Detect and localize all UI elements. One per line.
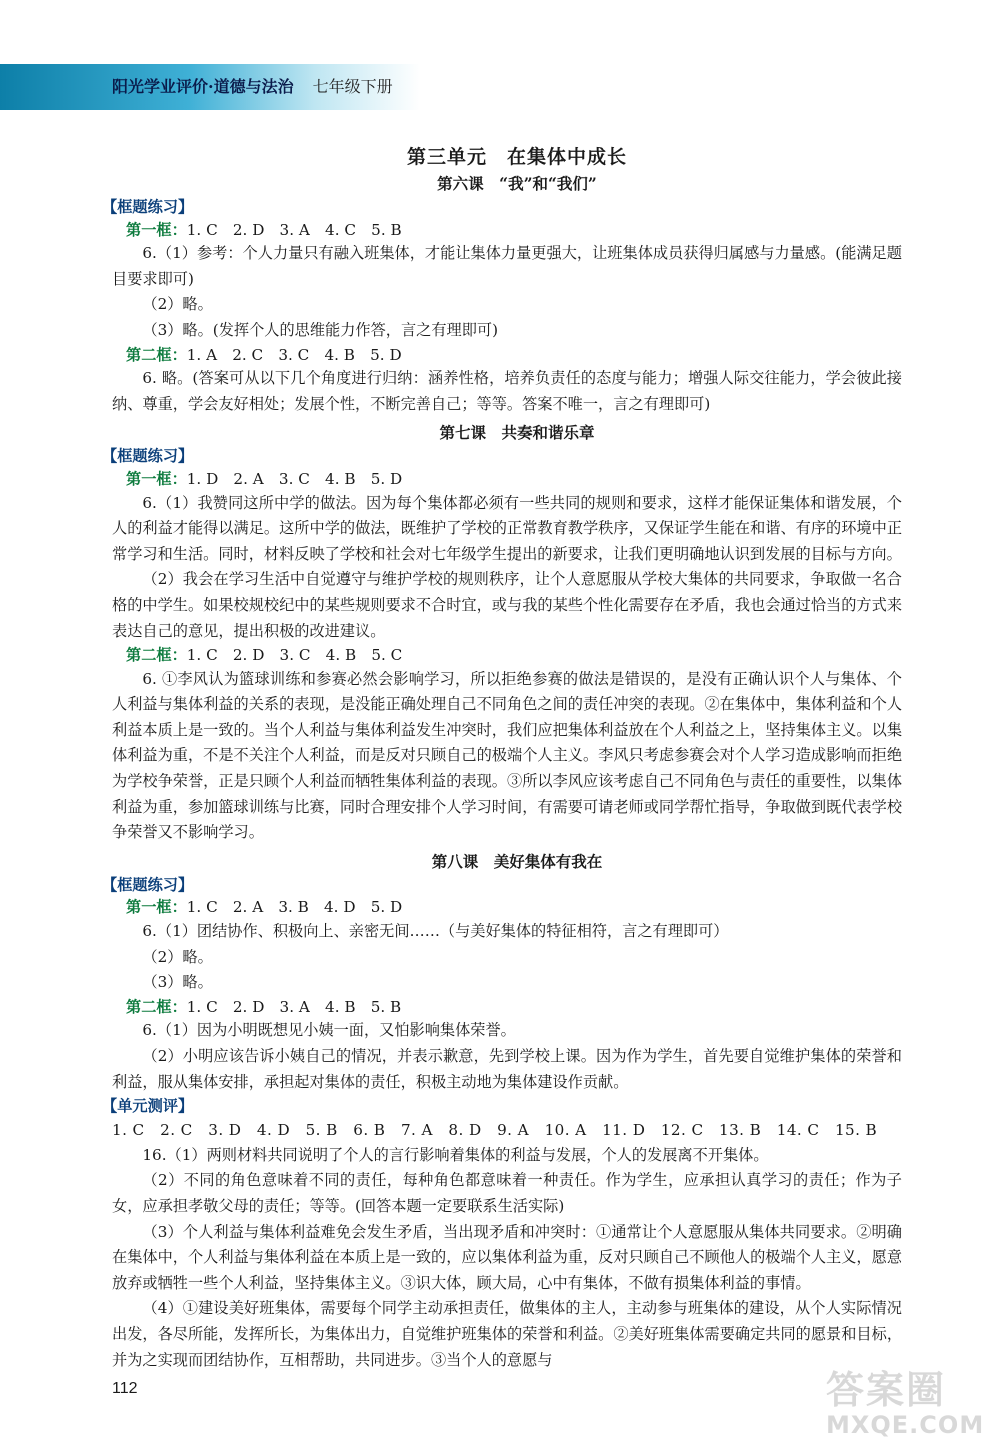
lesson-8-section-label: 【框题练习】: [102, 875, 194, 894]
lesson-6-q6-part-1: 6.（1）参考：个人力量只有融入班集体，才能让集体力量更强大，让班集体成员获得归属感与力量感。(能满足题目要求即可): [112, 244, 902, 288]
lesson-7-title: 第七课 共奏和谐乐章: [439, 423, 595, 443]
lesson-8-frame-2-answers: [112, 996, 902, 1019]
frame-1-label: 第一框：: [126, 469, 187, 488]
lesson-7-frame-2-answers: [112, 644, 902, 667]
running-header: [112, 72, 393, 102]
lesson-8-q6-part-3: （3）略。: [142, 973, 213, 992]
frame-1-label: 第一框：: [126, 220, 187, 239]
lesson-8-frame-1-answers: [112, 896, 902, 919]
lesson-7-q6-part-1: 6.（1）我赞同这所中学的做法。因为每个集体都必须有一些共同的规则和要求，这样才能保证集体和谐发展，个人的利益才能得以满足。这所中学的做法，既维护了学校的正常教育教学秩序，又保证学生能在和谐、有序的环境中正常学习和生活。同时，材料反映了学校和社会对七年级学生提出的新要求，让我们更明确地认识到发展的目标与方向。: [112, 493, 902, 563]
unit-title: 第三单元 在集体中成长: [406, 146, 627, 168]
unit-test-q16-part-2: （2）不同的角色意味着不同的责任，每种角色都意味着一种责任。作为学生，应承担认真学习的责任；作为子女，应承担孝敬父母的责任；等等。(回答本题一定要联系生活实际): [112, 1171, 902, 1215]
frame-1-choices: 1. D 2. A 3. C 4. B 5. D: [186, 469, 403, 488]
unit-test-q16-part-3: （3）个人利益与集体利益难免会发生矛盾，当出现矛盾和冲突时：①通常让个人意愿服从集体共同要求。②明确在集体中，个人利益与集体利益在本质上是一致的，应以集体利益为重，反对只顾自己不顾他人的极端个人主义，愿意放弃或牺牲一些个人利益，坚持集体主义。③识大体，顾大局，心中有集体，不做有损集体利益的事情。: [112, 1222, 902, 1292]
unit-test-section-label: 【单元测评】: [102, 1097, 194, 1116]
lesson-7-section-label: 【框题练习】: [102, 447, 194, 466]
watermark-title: 答案圈: [826, 1368, 947, 1412]
frame-2-label: 第二框：: [126, 997, 187, 1016]
watermark-url: MXQE.COM: [826, 1411, 985, 1439]
lesson-6-q6-part-2: （2）略。: [142, 295, 213, 314]
answer-content: [102, 142, 902, 1373]
frame-2-label: 第二框：: [126, 646, 187, 665]
lesson-6-q6-part-3: （3）略。(发挥个人的思维能力作答，言之有理即可): [142, 320, 499, 339]
frame-2-choices: 1. A 2. C 3. C 4. B 5. D: [186, 345, 402, 364]
grade-label: 七年级下册: [312, 77, 393, 96]
unit-test-choice-answers: 1. C 2. C 3. D 4. D 5. B 6. B 7. A 8. D 9. A 10. A 11. D 12. C 13. B 14. C 15. B: [112, 1120, 878, 1139]
frame-1-choices: 1. C 2. A 3. B 4. D 5. D: [186, 898, 403, 917]
lesson-7-q6-part-2: （2）我会在学习生活中自觉遵守与维护学校的规则秩序，让个人意愿服从学校大集体的共同要求，争取做一名合格的中学生。如果校规校纪中的某些规则要求不合时宜，或与我的某些个性化需要存在矛盾，我也会通过恰当的方式来表达自己的意见，提出积极的改进建议。: [112, 570, 902, 640]
frame-1-label: 第一框：: [126, 898, 187, 917]
frame-2-choices: 1. C 2. D 3. C 4. B 5. C: [186, 646, 403, 665]
unit-test-q16-part-4: （4）①建设美好班集体，需要每个同学主动承担责任，做集体的主人，主动参与班集体的建设，从个人实际情况出发，各尽所能，发挥所长，为集体出力，自觉维护班集体的荣誉和利益。②美好班集体需要确定共同的愿景和目标，并为之实现而团结协作，互相帮助，共同进步。③当个人的意愿与: [112, 1299, 902, 1369]
lesson-7-frame-1-answers: [112, 468, 902, 491]
lesson-6-section-label: 【框题练习】: [102, 198, 194, 216]
watermark: [826, 1368, 996, 1448]
lesson-6-frame-2-answers: [112, 344, 902, 367]
lesson-8-frame-2-q6-part-2: （2）小明应该告诉小姨自己的情况，并表示歉意，先到学校上课。因为作为学生，首先要自觉维护集体的荣誉和利益，服从集体安排，承担起对集体的责任，积极主动地为集体建设作贡献。: [112, 1047, 902, 1091]
lesson-8-title: 第八课 美好集体有我在: [431, 851, 603, 871]
lesson-7-frame-2-q6: 6. ①李风认为篮球训练和参赛必然会影响学习，所以拒绝参赛的做法是错误的，是没有正确认识个人与集体、个人利益与集体利益的关系的表现，是没能正确处理自己不同角色之间的责任冲突的表现。②在集体中，集体利益和个人利益本质上是一致的。当个人利益与集体利益发生冲突时，我们应把集体利益放在个人利益之上，坚持集体主义。以集体利益为重，不是不关注个人利益，而是反对只顾自己的极端个人主义。李风只考虑参赛会对个人学习造成影响而拒绝为学校争荣誉，正是只顾个人利益而牺牲集体利益的表现。③所以李风应该考虑自己不同角色与责任的重要性，以集体利益为重，参加篮球训练与比赛，同时合理安排个人学习时间，有需要可请老师或同学帮忙指导，争取做到既代表学校争荣誉又不影响学习。: [112, 669, 902, 842]
frame-2-label: 第二框：: [126, 345, 187, 364]
unit-test-q16-part-1: 16.（1）两则材料共同说明了个人的言行影响着集体的利益与发展，个人的发展离不开集体。: [142, 1145, 769, 1164]
lesson-6-frame-2-q6: 6. 略。(答案可从以下几个角度进行归纳：涵养性格，培养负责任的态度与能力；增强人际交往能力，学会彼此接纳、尊重，学会友好相处；发展个性，不断完善自己；等等。答案不唯一，言之有理即可): [112, 369, 902, 413]
series-title: 阳光学业评价·道德与法治: [112, 77, 294, 96]
lesson-6-frame-1-answers: [112, 219, 902, 242]
lesson-8-frame-2-q6-part-1: 6.（1）因为小明既想见小姨一面，又怕影响集体荣誉。: [142, 1021, 516, 1040]
frame-2-choices: 1. C 2. D 3. A 4. B 5. B: [186, 997, 402, 1016]
lesson-8-q6-part-2: （2）略。: [142, 947, 213, 966]
lesson-8-q6-part-1: 6.（1）团结协作、积极向上、亲密无间……（与美好集体的特征相符，言之有理即可）: [142, 922, 729, 941]
frame-1-choices: 1. C 2. D 3. A 4. C 5. B: [186, 220, 402, 239]
lesson-6-title: 第六课 “我”和“我们”: [437, 174, 597, 193]
page-number: 112: [112, 1380, 138, 1397]
